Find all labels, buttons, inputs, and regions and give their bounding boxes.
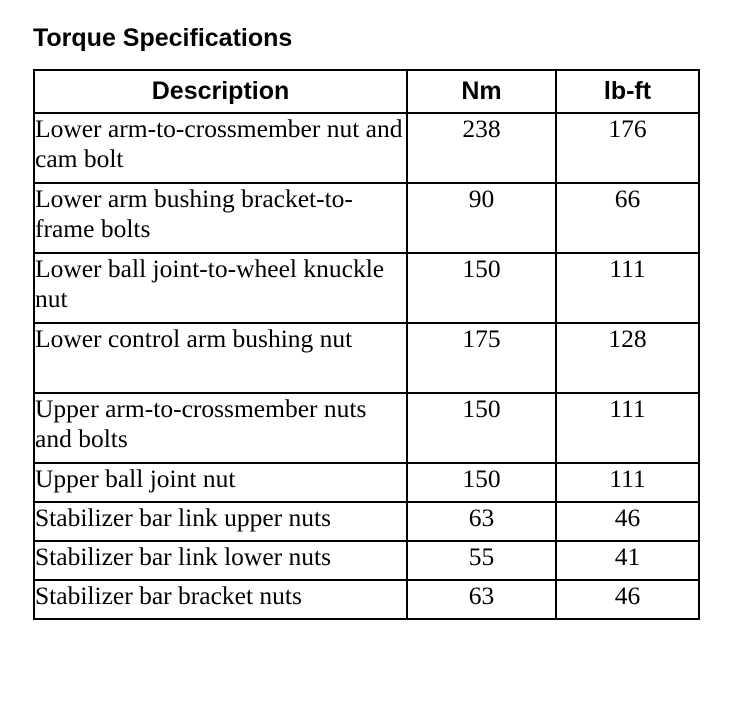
cell-lbft: 111 <box>556 463 699 502</box>
cell-lbft: 176 <box>556 113 699 183</box>
cell-lbft: 66 <box>556 183 699 253</box>
cell-description: Upper arm-to-crossmember nuts and bolts <box>34 393 407 463</box>
cell-description: Stabilizer bar link lower nuts <box>34 541 407 580</box>
cell-description: Lower arm-to-crossmember nut and cam bolt <box>34 113 407 183</box>
cell-nm: 238 <box>407 113 556 183</box>
cell-description: Lower ball joint-to-wheel knuckle nut <box>34 253 407 323</box>
cell-nm: 63 <box>407 502 556 541</box>
cell-description: Stabilizer bar link upper nuts <box>34 502 407 541</box>
torque-spec-table <box>33 69 700 620</box>
cell-nm: 150 <box>407 253 556 323</box>
page-title: Torque Specifications <box>33 24 293 52</box>
table-row <box>34 502 699 541</box>
cell-lbft: 46 <box>556 580 699 619</box>
cell-nm: 150 <box>407 463 556 502</box>
header-lbft: lb-ft <box>556 70 699 113</box>
cell-lbft: 41 <box>556 541 699 580</box>
table-row <box>34 541 699 580</box>
cell-nm: 63 <box>407 580 556 619</box>
table-row <box>34 580 699 619</box>
table-row <box>34 323 699 393</box>
cell-description: Upper ball joint nut <box>34 463 407 502</box>
cell-description: Lower arm bushing bracket-to-frame bolts <box>34 183 407 253</box>
cell-lbft: 111 <box>556 393 699 463</box>
header-description: Description <box>34 70 407 113</box>
cell-nm: 150 <box>407 393 556 463</box>
cell-description: Stabilizer bar bracket nuts <box>34 580 407 619</box>
table-row <box>34 253 699 323</box>
table-row <box>34 113 699 183</box>
cell-lbft: 46 <box>556 502 699 541</box>
cell-nm: 175 <box>407 323 556 393</box>
cell-description: Lower control arm bushing nut <box>34 323 407 393</box>
cell-nm: 90 <box>407 183 556 253</box>
header-nm: Nm <box>407 70 556 113</box>
cell-nm: 55 <box>407 541 556 580</box>
cell-lbft: 128 <box>556 323 699 393</box>
table-row <box>34 183 699 253</box>
cell-lbft: 111 <box>556 253 699 323</box>
table-header-row <box>34 70 699 113</box>
table-row <box>34 393 699 463</box>
table-row <box>34 463 699 502</box>
